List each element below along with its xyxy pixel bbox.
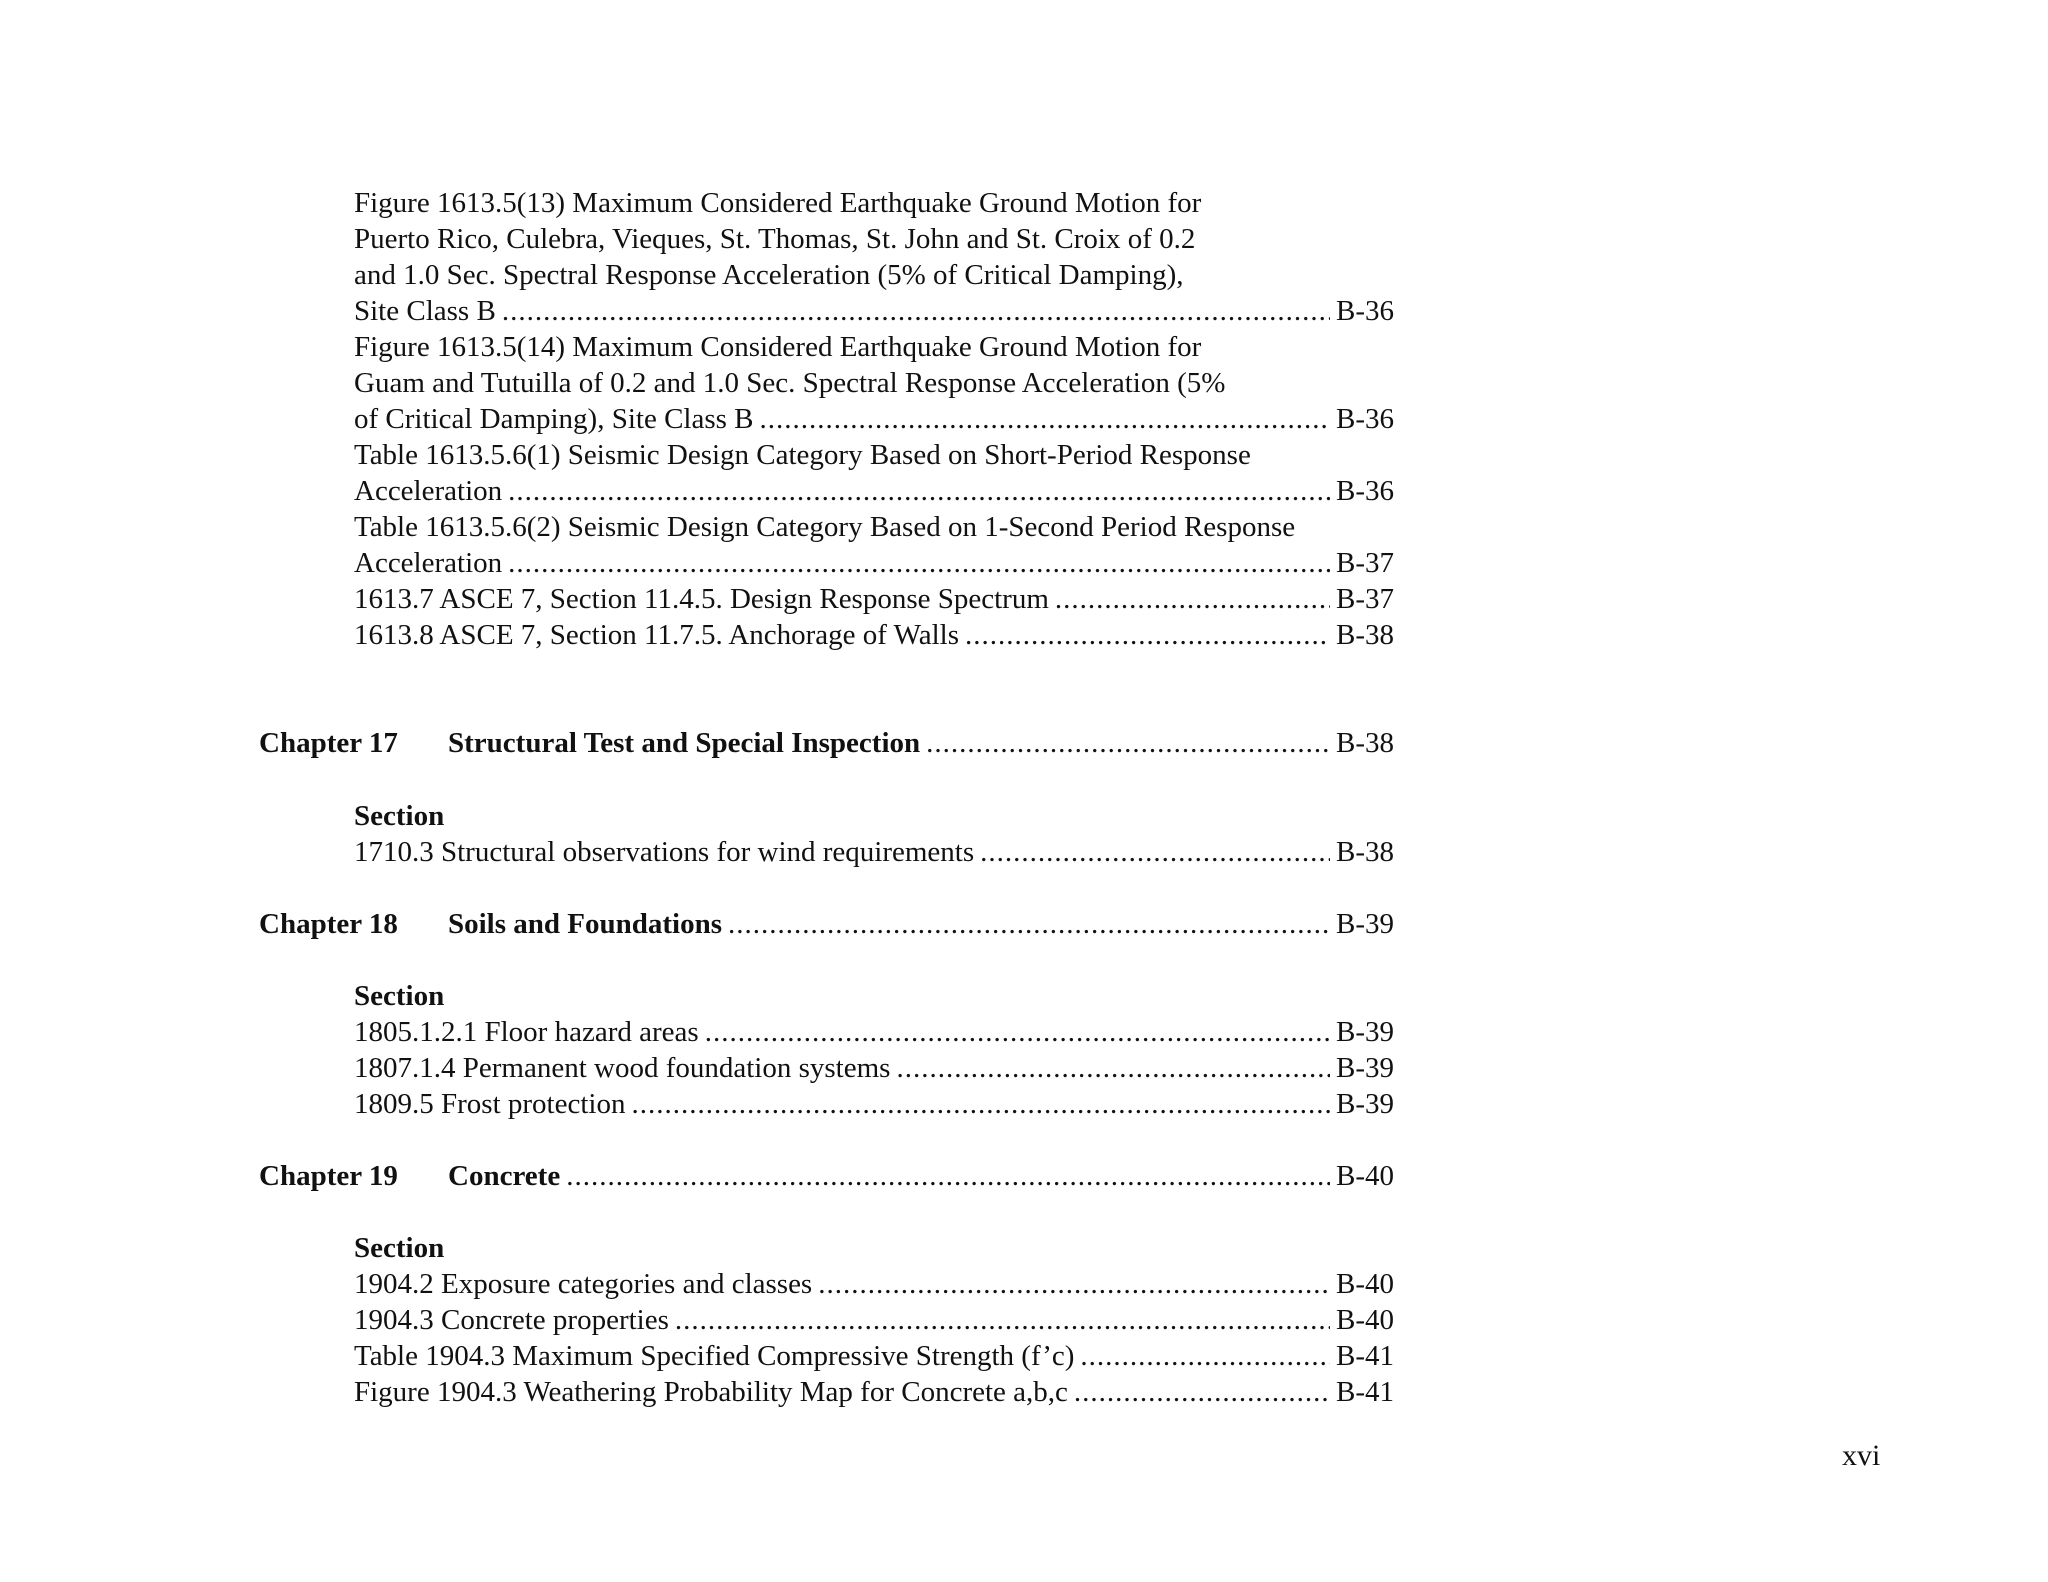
section-label: Section — [354, 1232, 445, 1264]
toc-entry[interactable] — [354, 473, 1394, 509]
dot-leader — [631, 1086, 1330, 1122]
toc-page-ref: B-40 — [1336, 1304, 1394, 1336]
chapter-heading[interactable] — [259, 1158, 1394, 1194]
dot-leader — [896, 1050, 1330, 1086]
dot-leader — [980, 834, 1330, 870]
section-label: Section — [354, 800, 445, 832]
chapter-heading[interactable] — [259, 906, 1394, 942]
toc-entry[interactable] — [354, 1086, 1394, 1122]
toc-entry-line: Puerto Rico, Culebra, Vieques, St. Thomas, St. John and St. Croix of 0.2 — [354, 223, 1196, 255]
toc-entry-line: Table 1613.5.6(2) Seismic Design Category Based on 1-Second Period Response — [354, 511, 1296, 543]
toc-entry-title: 1809.5 Frost protection — [354, 1088, 626, 1120]
toc-page-ref: B-40 — [1336, 1160, 1394, 1192]
dot-leader — [1055, 581, 1330, 617]
dot-leader — [818, 1266, 1330, 1302]
dot-leader — [508, 473, 1330, 509]
toc-page-ref: B-37 — [1336, 547, 1394, 579]
toc-entry[interactable] — [354, 1050, 1394, 1086]
dot-leader — [566, 1158, 1330, 1194]
toc-entry-line: Figure 1613.5(14) Maximum Considered Earthquake Ground Motion for — [354, 331, 1202, 363]
toc-page-ref: B-38 — [1336, 836, 1394, 868]
toc-entry-title: Acceleration — [354, 475, 503, 507]
page-number: xvi — [1842, 1439, 1881, 1472]
toc-page-ref: B-39 — [1336, 1052, 1394, 1084]
toc-entry-title: Figure 1904.3 Weathering Probability Map for Concrete a,b,c — [354, 1376, 1068, 1408]
toc-page-ref: B-40 — [1336, 1268, 1394, 1300]
toc-entry-title: 1613.8 ASCE 7, Section 11.7.5. Anchorage of Walls — [354, 619, 960, 651]
toc-entry[interactable] — [354, 545, 1394, 581]
toc-entry-title: Table 1904.3 Maximum Specified Compressive Strength (f’c) — [354, 1340, 1075, 1372]
toc-entry[interactable] — [354, 617, 1394, 653]
toc-entry-title: Acceleration — [354, 547, 503, 579]
toc-entry[interactable] — [354, 1302, 1394, 1338]
dot-leader — [508, 545, 1330, 581]
chapter-title: Concrete — [448, 1160, 561, 1192]
toc-page-ref: B-39 — [1336, 908, 1394, 940]
toc-entry-title: of Critical Damping), Site Class B — [354, 403, 754, 435]
toc-page-ref: B-36 — [1336, 403, 1394, 435]
toc-page-ref: B-38 — [1336, 619, 1394, 651]
toc-page-ref: B-36 — [1336, 475, 1394, 507]
toc-entry[interactable] — [354, 581, 1394, 617]
chapter-heading[interactable] — [259, 725, 1394, 761]
chapter-title: Structural Test and Special Inspection — [448, 727, 921, 759]
chapter-number: Chapter 19 — [259, 1160, 398, 1192]
toc-entry[interactable] — [354, 293, 1394, 329]
toc-entry-line: Table 1613.5.6(1) Seismic Design Category Based on Short-Period Response — [354, 439, 1251, 471]
toc-page-ref: B-41 — [1336, 1376, 1394, 1408]
section-label: Section — [354, 980, 445, 1012]
toc-entry[interactable] — [354, 1014, 1394, 1050]
toc-entry-title: 1613.7 ASCE 7, Section 11.4.5. Design Response Spectrum — [354, 583, 1049, 615]
toc-entry-line: and 1.0 Sec. Spectral Response Acceleration (5% of Critical Damping), — [354, 259, 1184, 291]
dot-leader — [965, 617, 1330, 653]
toc-page-ref: B-37 — [1336, 583, 1394, 615]
toc-page-ref: B-36 — [1336, 295, 1394, 327]
toc-entry-title: 1904.2 Exposure categories and classes — [354, 1268, 813, 1300]
dot-leader — [1074, 1374, 1330, 1410]
toc-page-ref: B-41 — [1336, 1340, 1394, 1372]
dot-leader — [728, 906, 1330, 942]
toc-entry[interactable] — [354, 834, 1394, 870]
toc-entry[interactable] — [354, 401, 1394, 437]
toc-entry-line: Guam and Tutuilla of 0.2 and 1.0 Sec. Spectral Response Acceleration (5% — [354, 367, 1226, 399]
chapter-title: Soils and Foundations — [448, 908, 723, 940]
toc-entry-title: 1807.1.4 Permanent wood foundation systems — [354, 1052, 891, 1084]
chapter-number: Chapter 17 — [259, 727, 398, 759]
dot-leader — [760, 401, 1330, 437]
dot-leader — [502, 293, 1330, 329]
dot-leader — [675, 1302, 1330, 1338]
toc-entry-title: Site Class B — [354, 295, 496, 327]
toc-page-ref: B-39 — [1336, 1016, 1394, 1048]
toc-page-ref: B-38 — [1336, 727, 1394, 759]
toc-entry[interactable] — [354, 1266, 1394, 1302]
toc-entry[interactable] — [354, 1374, 1394, 1410]
dot-leader — [926, 725, 1330, 761]
dot-leader — [705, 1014, 1330, 1050]
toc-entry[interactable] — [354, 1338, 1394, 1374]
toc-entry-title: 1710.3 Structural observations for wind requirements — [354, 836, 975, 868]
toc-entry-title: 1904.3 Concrete properties — [354, 1304, 669, 1336]
toc-page-ref: B-39 — [1336, 1088, 1394, 1120]
toc-entry-line: Figure 1613.5(13) Maximum Considered Earthquake Ground Motion for — [354, 187, 1202, 219]
chapter-number: Chapter 18 — [259, 908, 398, 940]
dot-leader — [1080, 1338, 1330, 1374]
toc-entry-title: 1805.1.2.1 Floor hazard areas — [354, 1016, 699, 1048]
